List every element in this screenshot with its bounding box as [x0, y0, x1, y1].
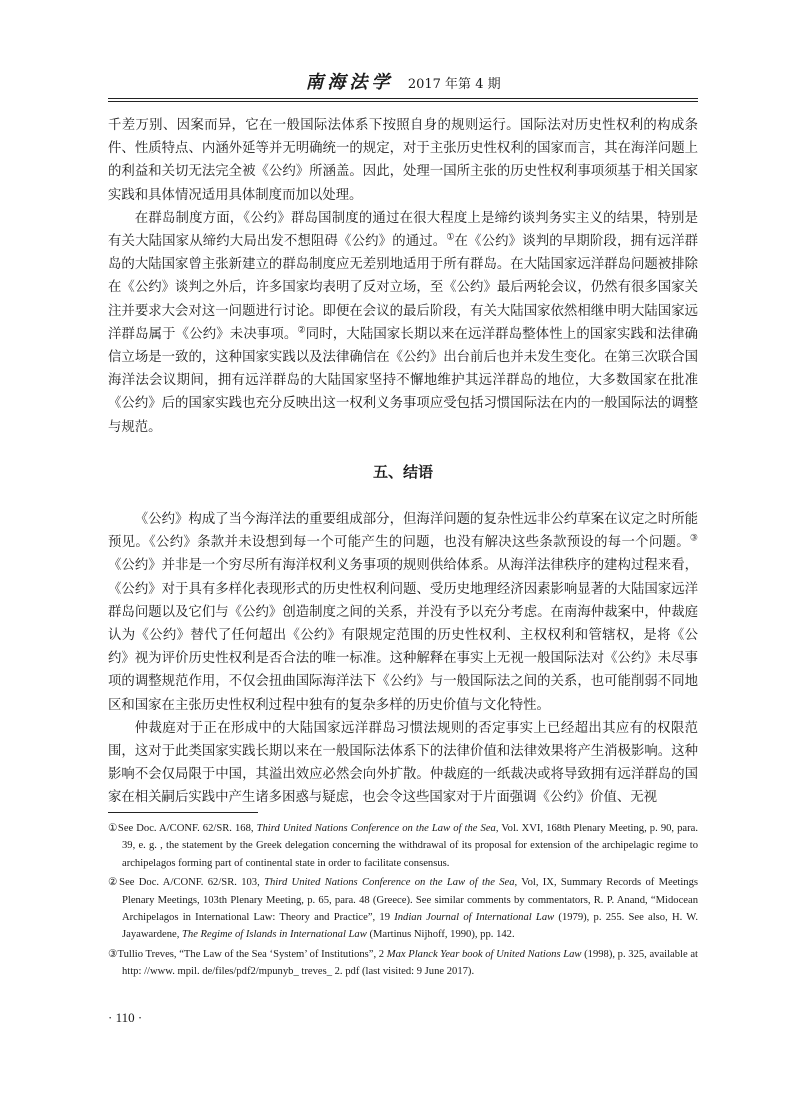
paragraph-3 — [108, 508, 698, 717]
footnote-1 — [108, 820, 698, 872]
footnote-italic: The Regime of Islands in International Law — [182, 929, 367, 941]
footnote-text: See Doc. A/CONF. 62/SR. 103, — [119, 877, 265, 889]
footnote-3 — [108, 946, 698, 981]
paragraph-2 — [108, 207, 698, 439]
footnote-text: (1979), p. 255. See also, H. W. Jayawardene, — [122, 912, 698, 941]
footnote-mark: ① — [108, 823, 118, 834]
footnote-mark: ③ — [108, 948, 118, 960]
paragraph-2-part-c: 同时，大陆国家长期以来在远洋群岛整体性上的国家实践和法律确信立场是一致的，这种国家实践以及法律确信在《公约》出台前后也并未发生变化。在第三次联合国海洋法会议期间，拥有远洋群岛的大陆国家坚持不懈地维护其远洋群岛的地位，大多数国家在批准《公约》后的国家实践也充分反映出这一权利义务事项应受包括习惯国际法在内的一般国际法的调整与规范。 — [108, 326, 699, 435]
footnote-text: See Doc. A/CONF. 62/SR. 168, — [117, 823, 257, 834]
paragraph-3-part-b: 《公约》并非是一个穷尽所有海洋权利义务事项的规则供给体系。从海洋法律秩序的建构过程来看，《公约》对于具有多样化表现形式的历史性权利问题、受历史地理经济因素影响显著的大陆国家远洋群岛问题以及它们与《公约》创造制度之间的关系，并没有予以充分考虑。在南海仲裁案中，仲裁庭认为《公约》替代了任何超出《公约》有限规定范围的历史性权利、主权权利和管辖权，是将《公约》视为评价历史性权利是否合法的唯一标准。这种解释在事实上无视一般国际法对《公约》未尽事项的调整规范作用，不仅会扭曲国际海洋法下《公约》与一般国际法之间的关系，也可能削弱不同地区和国家在主张历史性权利过程中独有的复杂多样的历史价值与文化特性。 — [108, 558, 698, 713]
footnote-text: (1998), p. 325, available at http: //www. mpil. de/files/pdf2/mpunyb_ treves_ 2. pdf (last visited: 9 June 2017). — [122, 948, 698, 978]
footnote-italic: Max Planck Year book of United Nations Law — [386, 948, 582, 960]
footnote-italic: Third United Nations Conference on the Law of the Sea — [256, 823, 496, 834]
header-rule — [108, 98, 698, 99]
paragraph-4: 仲裁庭对于正在形成中的大陆国家远洋群岛习惯法规则的否定事实上已经超出其应有的权限范围，这对于此类国家实践长期以来在一般国际法体系下的法律价值和法律效果将产生消极影响。这种影响不会仅局限于中国，其溢出效应必然会向外扩散。仲裁庭的一纸裁决或将导致拥有远洋群岛的国家在相关嗣后实践中产生诸多困惑与疑虑，也会令这些国家对于片面强调《公约》价值、无视 — [108, 720, 698, 806]
footnote-mark: ② — [108, 877, 120, 889]
footnote-italic: Third United Nations Conference on the Law of the Sea — [264, 877, 515, 889]
footnote-text: , Vol. XVI, 168th Plenary Meeting, p. 90, para. 39, e. g. , the statement by the Greek delegation concerning the withdrawal of its proposal for extension of the archipelagic regime to archipelagos forming part of continental state in order to facilitate consensus. — [122, 823, 698, 869]
footnote-text: (Martinus Nijhoff, 1990), pp. 142. — [366, 929, 515, 941]
paragraph-2-part-a: 在群岛制度方面，《公约》群岛国制度的通过在很大程度上是缔约谈判务实主义的结果，特别是有关大陆国家从缔约大局出发不想阻碍《公约》的通过。 — [108, 210, 698, 250]
footnote-text: Tullio Treves, “The Law of the Sea ‘System’ of Institutions”, 2 — [117, 948, 387, 960]
footnote-rule — [108, 812, 258, 813]
paragraph-1: 千差万别、因案而异，它在一般国际法体系下按照自身的规则运行。国际法对历史性权利的构成条件、性质特点、内涵外延等并无明确统一的规定，对于主张历史性权利的国家而言，其在海洋问题上的利益和关切无法完全被《公约》所涵盖。因此，处理一国所主张的历史性权利事项须基于相关国家实践和具体情况适用具体制度而加以处理。 — [108, 118, 698, 203]
running-header — [108, 68, 698, 96]
footnotes — [108, 820, 698, 983]
page-number: · 110 · — [108, 1010, 143, 1025]
main-text — [108, 114, 698, 810]
footnote-ref-1[interactable]: ① — [446, 232, 455, 243]
paragraph-2-part-b: 在《公约》谈判的早期阶段，拥有远洋群岛的大陆国家曾主张新建立的群岛制度应无差别地适用于所有群岛。在大陆国家远洋群岛问题被排除在《公约》谈判之外后，许多国家均表明了反对立场，至《公约》最后两轮会议，仍然有很多国家关注并要求大会对这一问题进行讨论。即便在会议的最后阶段，有关大陆国家依然相继申明大陆国家远洋群岛属于《公约》未决事项。 — [108, 234, 698, 342]
journal-name: 南海法学 — [305, 72, 394, 93]
footnote-ref-3[interactable]: ③ — [689, 533, 698, 544]
section-title: 五、结语 — [372, 462, 433, 481]
footnote-text: , Vol, IX, Summary Records of Meetings Plenary Meetings, 103th Plenary Meeting, p. 65, para. 48 (Greece). See similar comments by commentators, R. P. Anand, “Midocean Archipelagos in International Law: Theory and Practice”, 19 — [122, 877, 699, 924]
footnote-ref-2[interactable]: ② — [297, 325, 306, 336]
footnote-2 — [108, 874, 698, 944]
issue-label: 2017 年第 4 期 — [407, 77, 501, 92]
footnote-italic: Indian Journal of International Law — [394, 912, 555, 924]
paragraph-3-part-a: 《公约》构成了当今海洋法的重要组成部分，但海洋问题的复杂性远非公约草案在议定之时所能预见。《公约》条款并未设想到每一个可能产生的问题，也没有解决这些条款预设的每一个问题。 — [108, 512, 698, 551]
header-rule-thin — [108, 101, 698, 102]
